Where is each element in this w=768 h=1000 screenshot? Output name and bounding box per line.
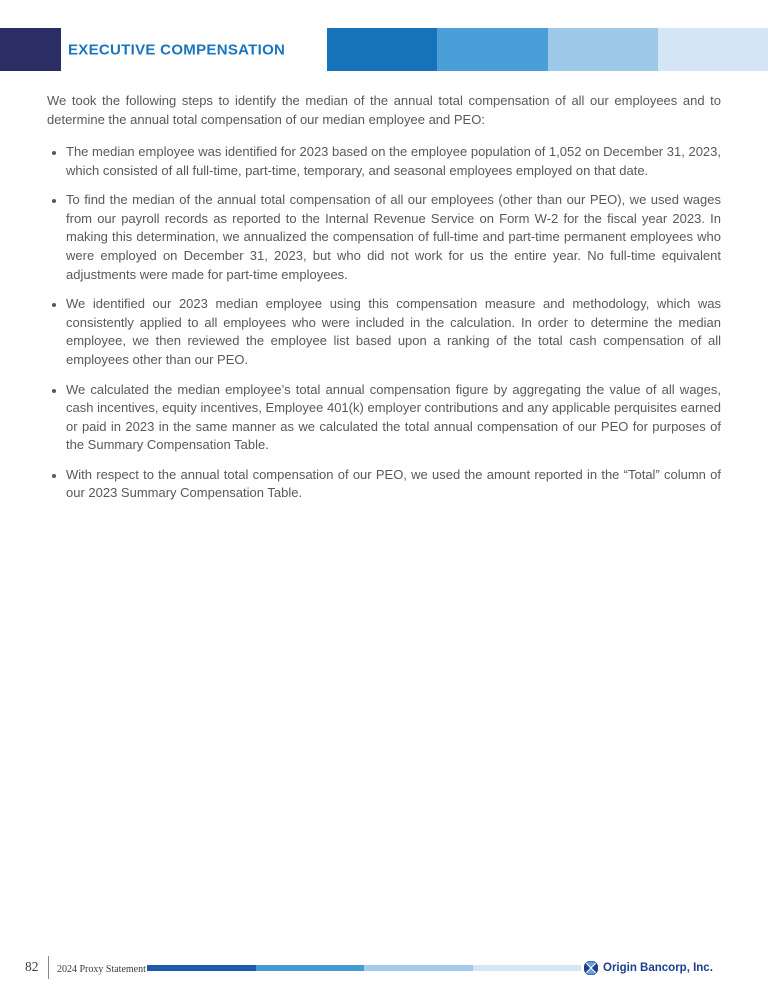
page-header-banner [0,28,768,71]
body-content [47,92,721,514]
footer-divider [48,956,49,979]
bullet-dot-icon [47,143,66,180]
list-item [47,191,721,284]
bullet-dot-icon [47,381,66,455]
list-item [47,466,721,503]
header-gradient-bar [327,28,768,71]
list-item [47,295,721,369]
list-item [47,381,721,455]
origin-bancorp-logo-icon [584,961,598,975]
bullet-text: With respect to the annual total compensation of our PEO, we used the amount reported in the “Total” column of our 2023 Summary Compensation Table. [66,466,721,501]
footer-bar-segment-2 [256,965,365,971]
intro-paragraph: We took the following steps to identify the median of the annual total compensation of all our employees and to determine the annual total compensation of our median employee and PEO: [47,93,721,127]
bullet-text: We identified our 2023 median employee using this compensation measure and methodology, which was consistently applied to all employees who were included in the calculation. In order to determine the median employee, we then reviewed the employee list based upon a ranking of the total cash compensation of all employees other than our PEO. [66,296,721,367]
gradient-segment-2 [437,28,547,71]
page-number: 82 [25,959,39,974]
document-label: 2024 Proxy Statement [57,964,146,975]
bullet-dot-icon [47,295,66,369]
bullet-text: We calculated the median employee’s total annual compensation figure by aggregating the value of all wages, cash incentives, equity incentives, Employee 401(k) employer contributions and any applicable perquisites earned or paid in 2023 in the same manner as we calculated the total annual compensation of our PEO for purposes of the Summary Compensation Table. [66,381,721,453]
gradient-segment-4 [658,28,768,71]
footer-bar-segment-3 [364,965,473,971]
page-footer [0,954,768,984]
section-title: EXECUTIVE COMPENSATION [68,41,286,58]
bullet-dot-icon [47,191,66,284]
gradient-segment-3 [548,28,658,71]
bullet-text: To find the median of the annual total compensation of all our employees (other than our PEO), we used wages from our payroll records as reported to the Internal Revenue Service on Form W-2 for the fiscal year 2023. In making this determination, we annualized the compensation of full-time and part-time permanent employees who were employed on December 31, 2023, but who did not work for us the entire year. No full-time equivalent adjustments were made for part-time employees. [66,192,721,282]
header-navy-block [0,28,61,71]
list-item [47,143,721,180]
company-name: Origin Bancorp, Inc. [603,962,713,974]
footer-bar-segment-1 [147,965,256,971]
bullet-dot-icon [47,466,66,503]
footer-bar-segment-4 [473,965,582,971]
bullet-text: The median employee was identified for 2023 based on the employee population of 1,052 on December 31, 2023, which consisted of all full-time, part-time, temporary, and seasonal employees employed on that date. [66,144,721,178]
gradient-segment-1 [327,28,437,71]
bullet-list [47,143,721,503]
footer-gradient-bar [147,965,581,971]
